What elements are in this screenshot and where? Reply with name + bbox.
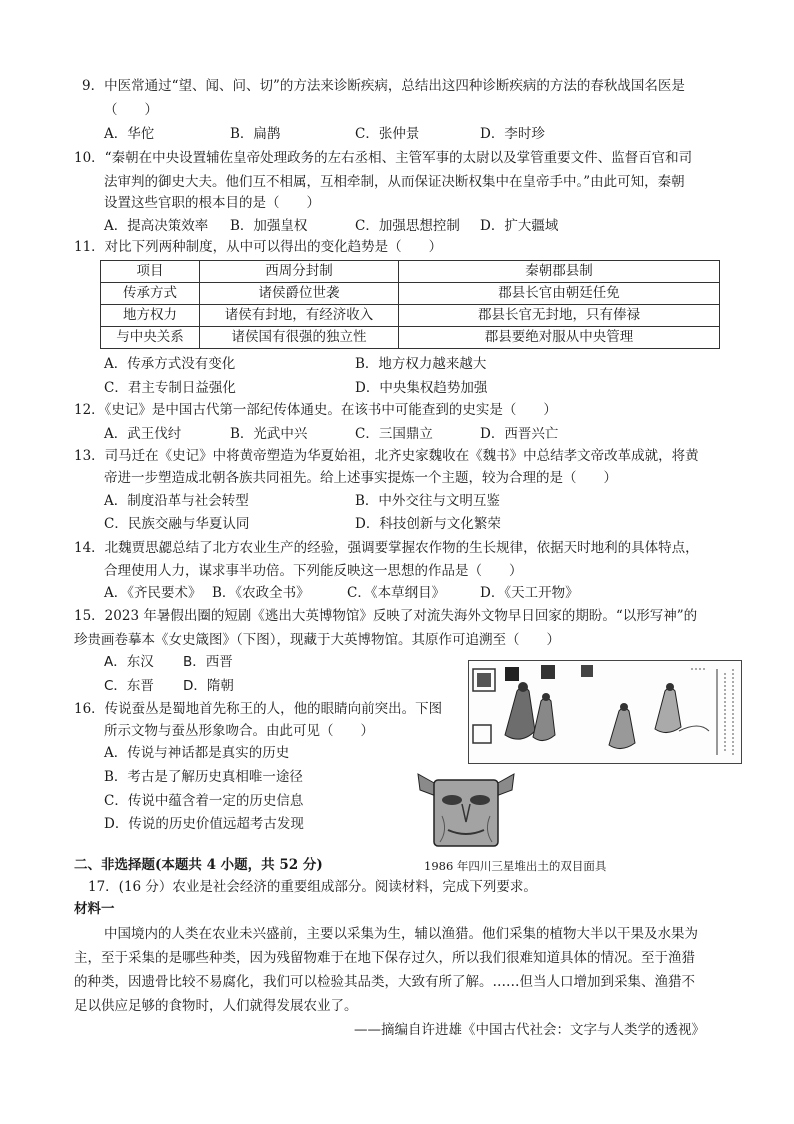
table-cell: 地方权力 [101, 305, 200, 327]
q16-stem-line2: 所示文物与蚕丛形象吻合。由此可见（ ） [104, 723, 374, 739]
q9-option-a: A．华佗 [104, 126, 155, 142]
q15-stem-line1: 15．2023 年暑假出圈的短剧《逃出大英博物馆》反映了对流失海外文物早日回家的期盼。“以形写神”的 [74, 608, 698, 624]
q15-stem-line2: 珍贵画卷摹本《女史箴图》（下图），现藏于大英博物馆。其原作可追溯至（ ） [74, 632, 560, 648]
q10-option-d: D．扩大疆域 [480, 218, 559, 234]
q12-option-d: D．西晋兴亡 [480, 426, 559, 442]
q15-option-a: A．东汉 [104, 654, 154, 670]
q9-option-c: C．张仲景 [355, 126, 420, 142]
table-cell: 郡县长官无封地，只有俸禄 [399, 305, 720, 327]
table-row [101, 283, 720, 305]
q10-option-a: A．提高决策效率 [104, 218, 209, 234]
q15-option-d: D．隋朝 [183, 678, 234, 694]
q14-option-b: B．《农政全书》 [212, 585, 310, 601]
table-header-cell: 秦朝郡县制 [399, 261, 720, 283]
q9-option-b: B．扁鹊 [230, 126, 281, 142]
q16-stem-line1: 16．传说蚕丛是蜀地首先称王的人，他的眼睛向前突出。下图 [74, 701, 443, 717]
table-header-cell: 项目 [101, 261, 200, 283]
sanxingdui-mask-image [414, 768, 518, 852]
q9-option-d: D．李时珍 [480, 126, 545, 142]
bronze-mask-illustration [414, 768, 518, 852]
q11-option-b: B．地方权力越来越大 [355, 356, 487, 372]
q13-option-d: D．科技创新与文化繁荣 [355, 516, 501, 532]
table-header-row [101, 261, 720, 283]
q9-blank: （ ） [104, 102, 158, 118]
q12-option-a: A．武王伐纣 [104, 426, 182, 442]
q13-stem-line2: 帝进一步塑造成北朝各族共同祖先。给上述事实提炼一个主题，较为合理的是（ ） [104, 470, 617, 486]
table-cell: 郡县要绝对服从中央管理 [399, 327, 720, 349]
table-cell: 诸侯有封地，有经济收入 [200, 305, 399, 327]
q13-option-b: B．中外交往与文明互鉴 [355, 493, 500, 509]
q14-option-a: A．《齐民要术》 [104, 585, 202, 601]
q12-option-b: B．光武中兴 [230, 426, 308, 442]
q13-option-a: A．制度沿革与社会转型 [104, 493, 249, 509]
q10-stem-line1: 10．“秦朝在中央设置辅佐皇帝处理政务的左右丞相、主管军事的太尉以及掌管重要文件、监督百官和司 [74, 150, 693, 166]
q17-material-para-line2: 主，至于采集的是哪些种类，因为残留物难于在地下保存过久，所以我们很难知道具体的情况。至于渔猎 [74, 950, 695, 966]
q16-option-c: C．传说中蕴含着一定的历史信息 [104, 793, 304, 809]
q11-option-c: C．君主专制日益强化 [104, 380, 236, 396]
q16-option-d: D．传说的历史价值远超考古发现 [104, 816, 304, 832]
q14-option-d: D．《天工开物》 [480, 585, 579, 601]
q17-material-label: 材料一 [74, 901, 115, 917]
table-cell: 诸侯国有很强的独立性 [200, 327, 399, 349]
q17-material-para-line3: 的种类，因遗骨比较不易腐化，我们可以检验其品类，大致有所了解。……但当人口增加到采集、渔猎不 [74, 974, 695, 990]
q10-option-b: B．加强皇权 [230, 218, 308, 234]
table-cell: 诸侯爵位世袭 [200, 283, 399, 305]
q10-option-c: C．加强思想控制 [355, 218, 460, 234]
table-cell: 传承方式 [101, 283, 200, 305]
q9-stem: 9．中医常通过“望、闻、问、切”的方法来诊断疾病，总结出这四种诊断疾病的方法的春秋战国名医是 [82, 78, 685, 94]
q13-option-c: C．民族交融与华夏认同 [104, 516, 250, 532]
table-cell: 郡县长官由朝廷任免 [399, 283, 720, 305]
q12-option-c: C．三国鼎立 [355, 426, 433, 442]
q11-option-d: D．中央集权趋势加强 [355, 380, 488, 396]
table-row [101, 327, 720, 349]
q11-stem: 11．对比下列两种制度，从中可以得出的变化趋势是（ ） [74, 239, 443, 255]
q14-stem-line1: 14．北魏贾思勰总结了北方农业生产的经验，强调要掌握农作物的生长规律，依据天时地利的具体特点， [74, 540, 699, 556]
q11-option-a: A．传承方式没有变化 [104, 356, 236, 372]
q14-stem-line2: 合理使用人力，谋求事半功倍。下列能反映这一思想的作品是（ ） [104, 563, 523, 579]
q17-material-para-line4: 足以供应足够的食物时，人们就得发展农业了。 [74, 998, 358, 1014]
q15-option-b: B．西晋 [183, 654, 233, 670]
table-cell: 与中央关系 [101, 327, 200, 349]
q16-option-a: A．传说与神话都是真实的历史 [104, 745, 290, 761]
q10-stem-line2: 法审判的御史大夫。他们互不相属，互相牵制，从而保证决断权集中在皇帝手中。”由此可知，秦朝 [104, 174, 685, 190]
q10-stem-line3: 设置这些官职的根本目的是（ ） [104, 195, 320, 211]
q17-material-para-line1: 中国境内的人类在农业未兴盛前，主要以采集为生，辅以渔猎。他们采集的植物大半以干果及水果为 [104, 926, 698, 942]
q16-figure-caption: 1986 年四川三星堆出土的双目面具 [424, 859, 607, 873]
section2-title: 二、非选择题(本题共 4 小题，共 52 分) [74, 857, 323, 873]
q11-comparison-table [100, 260, 720, 349]
nvshi-zhen-tu-scroll-image [468, 660, 742, 764]
q13-stem-line1: 13．司马迁在《史记》中将黄帝塑造为华夏始祖，北齐史家魏收在《魏书》中总结孝文帝改革成就，将黄 [74, 448, 699, 464]
table-header-cell: 西周分封制 [200, 261, 399, 283]
scroll-figures-illustration [469, 661, 741, 763]
q14-option-c: C．《本草纲目》 [347, 585, 446, 601]
table-row [101, 305, 720, 327]
q15-option-c: C．东晋 [104, 678, 154, 694]
q12-stem: 12．《史记》是中国古代第一部纪传体通史。在该书中可能查到的史实是（ ） [74, 402, 557, 418]
q16-option-b: B．考古是了解历史真相唯一途径 [104, 769, 303, 785]
q17-material-source: ——摘编自许进雄《中国古代社会：文字与人类学的透视》 [354, 1022, 705, 1038]
q17-stem: 17．(16 分）农业是社会经济的重要组成部分。阅读材料，完成下列要求。 [88, 879, 537, 895]
